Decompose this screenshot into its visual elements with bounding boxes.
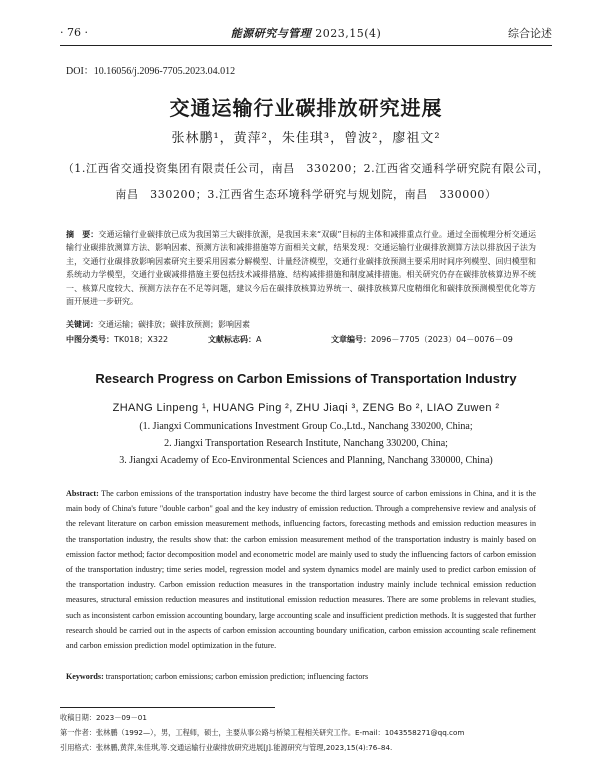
journal-name: 能源研究与管理 (230, 27, 312, 40)
cn-keywords-text: 交通运输；碳排放；碳排放预测；影响因素 (98, 320, 250, 329)
running-header (60, 22, 552, 44)
en-abstract (66, 486, 536, 653)
en-abstract-label: Abstract: (66, 489, 99, 498)
cn-title: 交通运输行业碳排放研究进展 (169, 96, 443, 120)
en-title: Research Progress on Carbon Emissions of Transportation Industry (95, 371, 517, 386)
cn-keywords (66, 319, 536, 330)
article-number: 文章编号：2096－7705（2023）04－0076－09 (331, 335, 513, 344)
journal-issue: 2023,15(4) (315, 27, 382, 40)
en-keywords-label: Keywords: (66, 672, 104, 681)
en-affiliation-line-3: 3. Jiangxi Academy of Eco-Environmental Sciences and Planning, Nanchang 330000, China) (119, 455, 493, 466)
en-authors: ZHANG Linpeng ¹, HUANG Ping ², ZHU Jiaqi ³, ZENG Bo ², LIAO Zuwen ² (112, 402, 500, 414)
document-code: 文献标志码：A (208, 335, 262, 344)
cn-affiliation-line-1: （1.江西省交通投资集团有限责任公司，南昌 330200；2.江西省交通科学研究院有限公司， (62, 162, 550, 175)
cn-authors: 张林鹏¹，黄萍²，朱佳琪³，曾波²，廖祖文² (171, 131, 441, 146)
en-keywords (66, 672, 536, 681)
en-affiliation-line-2: 2. Jiangxi Transportation Research Institute, Nanchang 330200, China; (164, 438, 448, 449)
cn-keywords-label: 关键词： (66, 320, 98, 329)
page-number: · 76 · (60, 26, 88, 39)
en-abstract-text: The carbon emissions of the transportation industry have become the third largest source of carbon emissions in China, and it is the main body of China's future "double carbon" goal and the key industry of emission reduction. Through a comprehensive review and analysis of the relevant literature on carbon emission measurement methods, influencing factors, forecasting methods and emission reduction measures in the transportation industry, the results show that: the carbon emission measurement method of the transportation industry is mainly based on emission factor method; factor decomposition model and econometric model are mainly used to study the influencing factors of carbon emission of the transportation industry; time series model, regression model and system dynamics model are mainly used to predict carbon emission of the transportation industry. Carbon emission reduction measures in the transportation industry mainly include technical emission reduction measures, structural emission reduction measures and institutional emission reduction measures. There are some problems in relevant studies, such as inconsistent carbon emission accounting boundary, large accounting scale and insufficient prediction methods. It is suggested that further research should be carried out in the aspects of carbon emission accounting boundary unification, carbon emission accounting scale refinement and carbon emission prediction model optimization in the future. (66, 489, 536, 651)
received-date: 收稿日期：2023－09－01 (60, 713, 147, 722)
journal-info (60, 25, 552, 41)
section-label: 综合论述 (508, 27, 552, 40)
cn-abstract-label: 摘 要： (66, 230, 99, 239)
en-keywords-text: transportation; carbon emissions; carbon emission prediction; influencing factors (105, 672, 369, 681)
cn-abstract-text: 交通运输行业碳排放已成为我国第三大碳排放源，是我国未来“双碳”目标的主体和减排重点行业。通过全面梳理分析交通运输行业碳排放测算方法、影响因素、预测方法和减排措施等方面相关文献，结果发现：交通运输行业碳排放测算方法以排放因子法为主，交通行业碳排放影响因素研究主要采用因素分解模型、计量经济模型，交通行业碳排放预测主要采用时间序列模型、回归模型和系统动力学模型，交通行业碳减排措施主要包括技术减排措施、结构减排措施和制度减排措施。相关研究仍存在碳排放核算边界不统一、核算尺度较大、预测方法存在不足等问题，建议今后在碳排放核算边界统一、碳排放核算尺度精细化和碳排放预测模型优化等方面开展进一步研究。 (66, 230, 536, 307)
doi[interactable]: DOI：10.16056/j.2096-7705.2023.04.012 (66, 66, 236, 77)
cn-abstract (66, 228, 536, 308)
first-author-note: 第一作者：张林鹏（1992—），男，工程师，硕士，主要从事公路与桥梁工程相关研究工作。E-mail：1043558271@qq.com (60, 728, 465, 737)
footnote-divider (60, 707, 275, 708)
citation-format: 引用格式：张林鹏,黄萍,朱佳琪,等.交通运输行业碳排放研究进展[J].能源研究与管理,2023,15(4):76–84. (60, 743, 393, 752)
header-divider (60, 45, 552, 46)
cn-affiliation-line-2: 南昌 330200；3.江西省生态环境科学研究与规划院，南昌 330000） (115, 188, 497, 201)
en-affiliation-line-1: (1. Jiangxi Communications Investment Group Co.,Ltd., Nanchang 330200, China; (139, 421, 473, 432)
clc-number: 中图分类号：TK018；X322 (66, 335, 169, 344)
